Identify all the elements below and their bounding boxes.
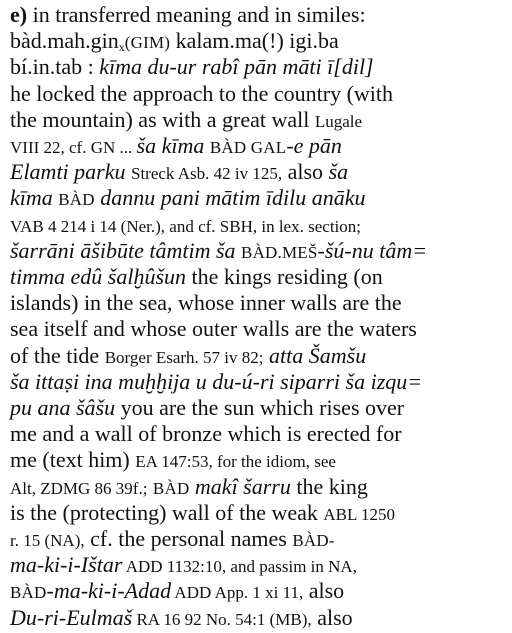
text-segment: Streck Asb. 42 iv 125, [131, 164, 283, 184]
text-segment: BÀD [58, 190, 95, 210]
text-segment: of the tide [10, 342, 105, 368]
text-line [10, 316, 417, 342]
text-line [10, 500, 395, 528]
text-line [10, 605, 353, 633]
text-line [10, 578, 344, 606]
text-segment: bí.in.tab : [10, 54, 100, 80]
text-line [10, 212, 361, 240]
text-line [10, 447, 336, 475]
text-segment: šarrāni āšibūte tâmtim ša [10, 237, 242, 263]
text-segment: kalam.ma(!) igi.ba [170, 28, 339, 54]
text-segment: -e pān [286, 133, 342, 158]
text-line [10, 185, 365, 213]
text-segment: BÀD [10, 583, 47, 603]
text-segment: also [303, 578, 345, 604]
text-segment: -ma-ki-i-Adad [46, 578, 172, 604]
text-segment: ABL 1250 [323, 504, 396, 524]
text-segment: the kings residing (on [186, 264, 383, 289]
text-segment: Elamti parku [10, 159, 131, 185]
text-segment: sea itself and whose outer walls are the waters [10, 316, 417, 342]
text-segment: dannu pani mātim īdilu anāku [94, 185, 366, 211]
text-line [10, 343, 366, 371]
text-segment: also [311, 604, 353, 630]
text-segment: r. 15 (NA), [10, 531, 85, 550]
text-segment: x [118, 40, 125, 55]
text-segment: ša kīma [136, 133, 210, 158]
text-segment: e) [10, 2, 28, 27]
text-segment: (GIM) [124, 33, 171, 53]
text-segment: bàd.mah.gin [10, 28, 119, 54]
text-segment: cf. the personal names [84, 526, 293, 551]
text-line [10, 421, 402, 447]
text-segment: ša ittaṣi ina muḫḫija u du-ú-ri siparri ša izqu= [10, 368, 423, 394]
text-segment: ADD App. 1 xi 11, [171, 583, 304, 603]
text-segment: makî šarru [189, 473, 291, 499]
text-segment: in transferred meaning and in similes: [27, 2, 366, 27]
text-line [10, 54, 374, 80]
text-line [10, 264, 383, 290]
text-line [10, 474, 368, 502]
text-segment: is the (protecting) wall of the weak [10, 499, 324, 525]
text-segment: VIII 22, cf. GN ... [10, 138, 137, 157]
text-segment: timma edû šalḫûšun [10, 264, 186, 289]
text-segment: he locked the approach to the country (with [10, 80, 394, 106]
text-segment: RA 16 92 No. 54:1 (MB), [132, 609, 312, 629]
text-segment: Lugale [314, 111, 363, 131]
text-segment: atta Šamšu [263, 342, 367, 368]
text-line [10, 238, 427, 266]
text-line [10, 133, 342, 161]
text-segment: BÀD GAL [209, 138, 287, 157]
text-line [10, 290, 402, 316]
text-segment: EA 147:53, for the idiom, see [135, 452, 336, 472]
text-segment: you are the sun which rises over [115, 395, 405, 420]
text-segment: the mountain) as with a great wall [10, 106, 315, 132]
text-segment: kīma [10, 185, 59, 211]
text-segment: BÀD.MEŠ [241, 242, 318, 262]
text-segment: Borger Esarh. 57 iv 82; [104, 347, 264, 367]
text-line [10, 2, 366, 28]
text-segment: ma-ki-i-Ištar [10, 552, 123, 578]
text-segment: BÀD [152, 478, 190, 498]
text-segment: kīma du-ur rabî pān māti ī[dil] [99, 54, 374, 80]
text-line [10, 107, 362, 135]
text-segment: islands) in the sea, whose inner walls are the [10, 290, 402, 316]
text-line [10, 395, 404, 421]
text-segment: me and a wall of bronze which is erected for [10, 421, 402, 447]
text-segment: BÀD- [292, 531, 335, 550]
text-segment: me (text him) [10, 447, 136, 473]
text-line [10, 369, 422, 395]
text-segment: pu ana šâšu [10, 395, 116, 420]
text-segment: -šú-nu tâm= [317, 237, 428, 263]
text-line [10, 159, 348, 187]
text-segment: ša [328, 159, 349, 185]
text-segment: Du-ri-Eulmaš [10, 604, 133, 630]
text-segment: also [282, 159, 329, 185]
text-line [10, 552, 357, 580]
text-segment: the king [290, 473, 368, 499]
text-segment: VAB 4 214 i 14 (Ner.), and cf. SBH, in lex. section; [10, 216, 361, 236]
text-line [10, 526, 335, 554]
text-segment: ADD 1132:10, and passim in NA, [122, 557, 357, 577]
text-segment: Alt, ZDMG 86 39f.; [10, 478, 148, 498]
text-line [10, 81, 393, 107]
